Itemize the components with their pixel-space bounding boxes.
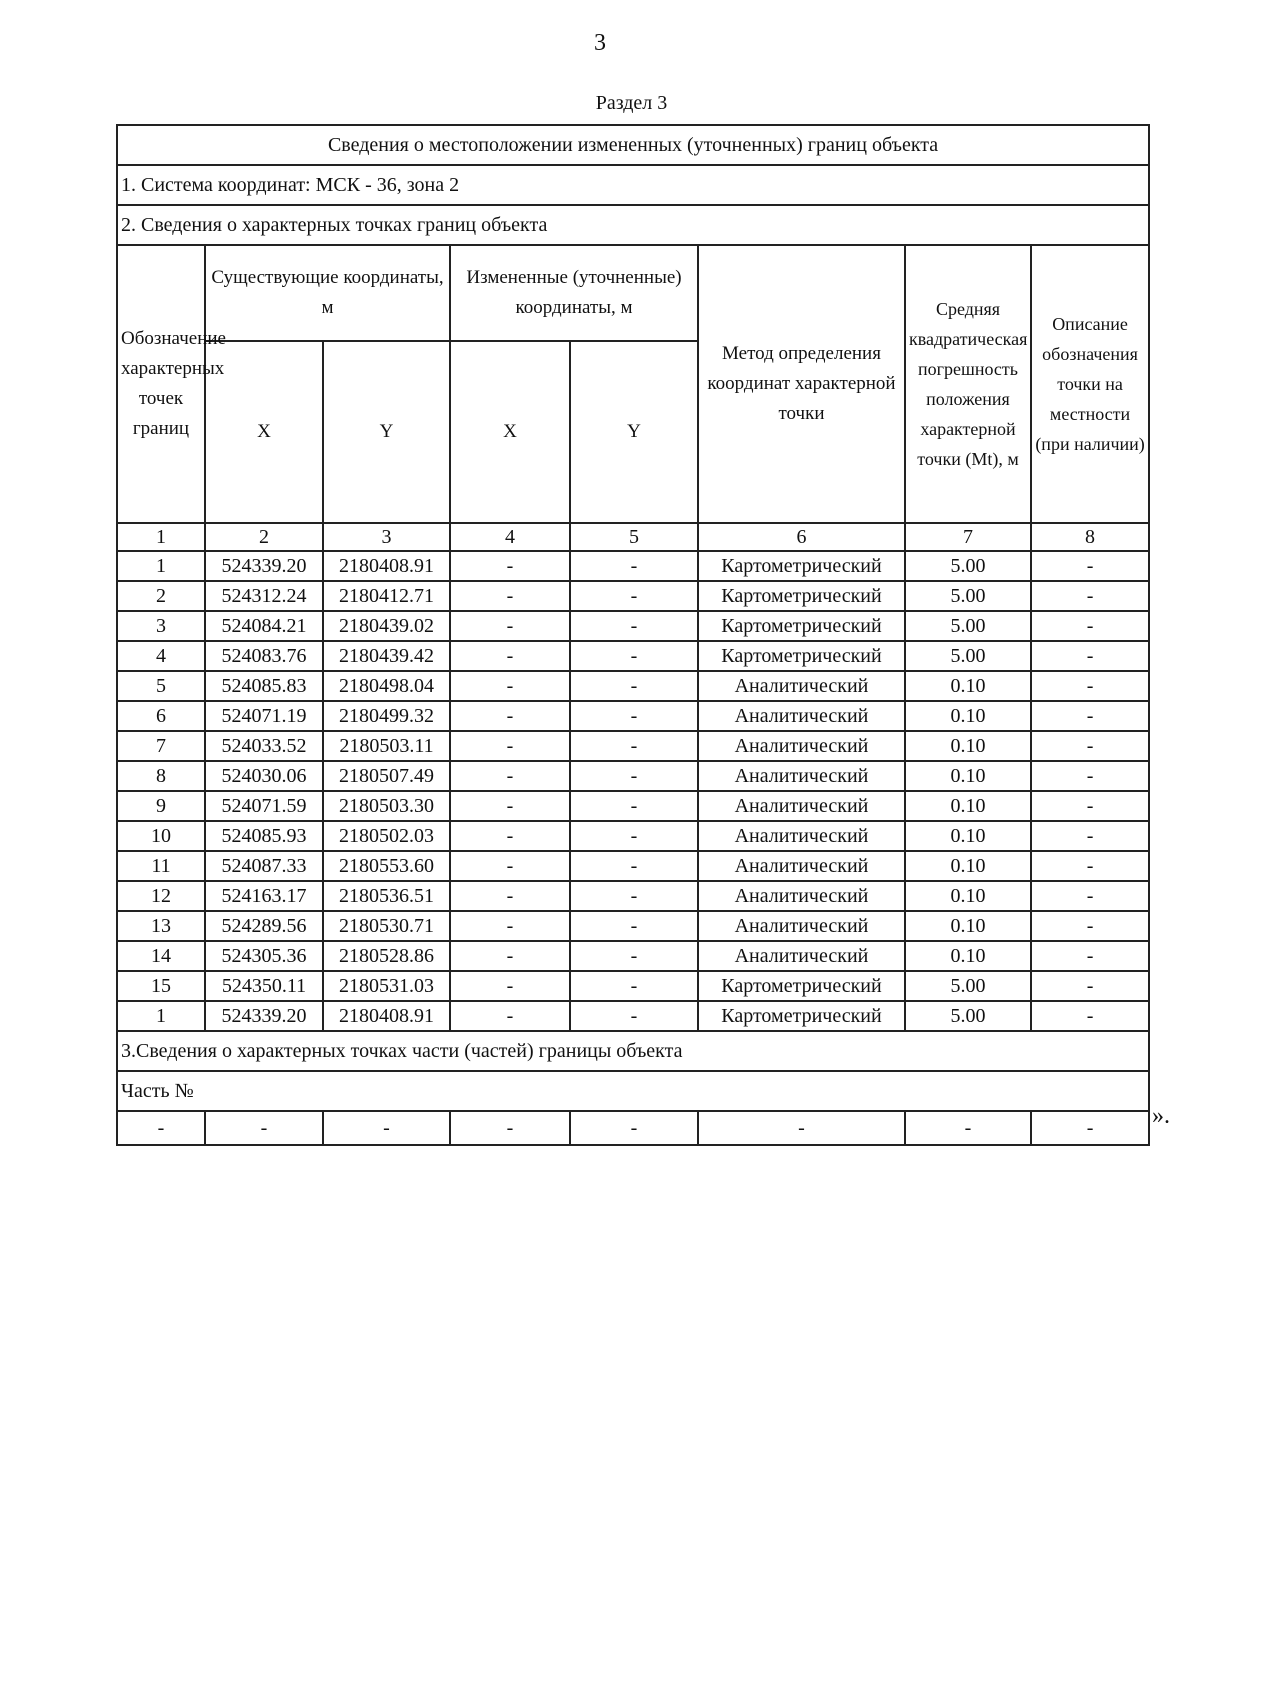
method-cell: Картометрический bbox=[698, 581, 905, 611]
parts-row bbox=[117, 1111, 1149, 1145]
mean-error-cell: 5.00 bbox=[905, 611, 1031, 641]
mean-error-cell: 0.10 bbox=[905, 671, 1031, 701]
table-row bbox=[117, 671, 1149, 701]
description-cell: - bbox=[1031, 821, 1149, 851]
header-existing-coordinates: Существующие координаты, м bbox=[205, 245, 450, 341]
existing-x-cell: 524339.20 bbox=[205, 551, 323, 581]
mean-error-cell: 0.10 bbox=[905, 821, 1031, 851]
description-cell: - bbox=[1031, 671, 1149, 701]
existing-y-cell: 2180502.03 bbox=[323, 821, 450, 851]
table-row bbox=[117, 731, 1149, 761]
existing-x-cell: 524312.24 bbox=[205, 581, 323, 611]
description-cell: - bbox=[1031, 641, 1149, 671]
method-cell: Картометрический bbox=[698, 971, 905, 1001]
mean-error-cell: 0.10 bbox=[905, 791, 1031, 821]
existing-x-cell: 524339.20 bbox=[205, 1001, 323, 1031]
description-cell: - bbox=[1031, 941, 1149, 971]
existing-y-cell: 2180531.03 bbox=[323, 971, 450, 1001]
header-description: Описание обозначения точки на местности (при наличии) bbox=[1031, 245, 1149, 523]
description-cell: - bbox=[1031, 791, 1149, 821]
mean-error-cell: 0.10 bbox=[905, 911, 1031, 941]
mean-error-cell: 0.10 bbox=[905, 731, 1031, 761]
page-number: 3 bbox=[594, 30, 606, 56]
mean-error-cell: 5.00 bbox=[905, 971, 1031, 1001]
method-cell: Аналитический bbox=[698, 911, 905, 941]
existing-y-cell: 2180499.32 bbox=[323, 701, 450, 731]
header-changed-y: Y bbox=[570, 341, 698, 523]
changed-y-cell: - bbox=[570, 701, 698, 731]
point-number-cell: 15 bbox=[117, 971, 205, 1001]
description-cell: - bbox=[1031, 881, 1149, 911]
column-number: 8 bbox=[1031, 523, 1149, 551]
changed-x-cell: - bbox=[450, 641, 570, 671]
existing-y-cell: 2180507.49 bbox=[323, 761, 450, 791]
changed-y-cell: - bbox=[570, 911, 698, 941]
point-number-cell: 4 bbox=[117, 641, 205, 671]
existing-y-cell: 2180498.04 bbox=[323, 671, 450, 701]
changed-y-cell: - bbox=[570, 941, 698, 971]
method-cell: Картометрический bbox=[698, 641, 905, 671]
changed-x-cell: - bbox=[450, 1001, 570, 1031]
column-numbers-row bbox=[117, 523, 1149, 551]
header-method: Метод определения координат характерной точки bbox=[698, 245, 905, 523]
description-cell: - bbox=[1031, 761, 1149, 791]
table-row bbox=[117, 701, 1149, 731]
changed-y-cell: - bbox=[570, 821, 698, 851]
mean-error-cell: 0.10 bbox=[905, 761, 1031, 791]
column-number: 4 bbox=[450, 523, 570, 551]
existing-y-cell: 2180530.71 bbox=[323, 911, 450, 941]
method-cell: Картометрический bbox=[698, 611, 905, 641]
point-number-cell: 13 bbox=[117, 911, 205, 941]
table-row bbox=[117, 911, 1149, 941]
table-row bbox=[117, 881, 1149, 911]
changed-y-cell: - bbox=[570, 641, 698, 671]
method-cell: Картометрический bbox=[698, 551, 905, 581]
column-number: 2 bbox=[205, 523, 323, 551]
changed-y-cell: - bbox=[570, 761, 698, 791]
existing-y-cell: 2180553.60 bbox=[323, 851, 450, 881]
point-number-cell: 9 bbox=[117, 791, 205, 821]
part-number-label: Часть № bbox=[117, 1071, 1149, 1111]
existing-x-cell: 524163.17 bbox=[205, 881, 323, 911]
existing-x-cell: 524087.33 bbox=[205, 851, 323, 881]
changed-x-cell: - bbox=[450, 731, 570, 761]
description-cell: - bbox=[1031, 611, 1149, 641]
method-cell: Аналитический bbox=[698, 731, 905, 761]
point-number-cell: 2 bbox=[117, 581, 205, 611]
column-number: 1 bbox=[117, 523, 205, 551]
point-number-cell: 5 bbox=[117, 671, 205, 701]
existing-x-cell: 524071.19 bbox=[205, 701, 323, 731]
point-number-cell: 10 bbox=[117, 821, 205, 851]
parts-cell: - bbox=[570, 1111, 698, 1145]
point-number-cell: 6 bbox=[117, 701, 205, 731]
table-row bbox=[117, 761, 1149, 791]
header-changed-x: X bbox=[450, 341, 570, 523]
existing-x-cell: 524305.36 bbox=[205, 941, 323, 971]
table-row bbox=[117, 851, 1149, 881]
header-changed-coordinates: Измененные (уточненные) координаты, м bbox=[450, 245, 698, 341]
changed-y-cell: - bbox=[570, 611, 698, 641]
description-cell: - bbox=[1031, 851, 1149, 881]
boundary-points-table bbox=[116, 124, 1150, 1146]
changed-y-cell: - bbox=[570, 581, 698, 611]
changed-x-cell: - bbox=[450, 911, 570, 941]
header-existing-y: Y bbox=[323, 341, 450, 523]
header-mean-error: Средняя квадратическая погрешность положения характерной точки (Mt), м bbox=[905, 245, 1031, 523]
changed-y-cell: - bbox=[570, 851, 698, 881]
coordinate-system: 1. Система координат: МСК - 36, зона 2 bbox=[117, 165, 1149, 205]
description-cell: - bbox=[1031, 731, 1149, 761]
table-row bbox=[117, 551, 1149, 581]
description-cell: - bbox=[1031, 971, 1149, 1001]
table-row bbox=[117, 611, 1149, 641]
column-number: 6 bbox=[698, 523, 905, 551]
parts-cell: - bbox=[117, 1111, 205, 1145]
point-number-cell: 8 bbox=[117, 761, 205, 791]
method-cell: Аналитический bbox=[698, 761, 905, 791]
table-row bbox=[117, 821, 1149, 851]
method-cell: Аналитический bbox=[698, 941, 905, 971]
table-row bbox=[117, 971, 1149, 1001]
table-row bbox=[117, 791, 1149, 821]
table-title: Сведения о местоположении измененных (уточненных) границ объекта bbox=[117, 125, 1149, 165]
method-cell: Картометрический bbox=[698, 1001, 905, 1031]
parts-section-header: 3.Сведения о характерных точках части (частей) границы объекта bbox=[117, 1031, 1149, 1071]
changed-x-cell: - bbox=[450, 851, 570, 881]
existing-y-cell: 2180503.11 bbox=[323, 731, 450, 761]
parts-cell: - bbox=[450, 1111, 570, 1145]
changed-x-cell: - bbox=[450, 881, 570, 911]
changed-x-cell: - bbox=[450, 761, 570, 791]
changed-x-cell: - bbox=[450, 971, 570, 1001]
table-row bbox=[117, 581, 1149, 611]
description-cell: - bbox=[1031, 1001, 1149, 1031]
method-cell: Аналитический bbox=[698, 881, 905, 911]
description-cell: - bbox=[1031, 911, 1149, 941]
existing-y-cell: 2180412.71 bbox=[323, 581, 450, 611]
changed-y-cell: - bbox=[570, 731, 698, 761]
changed-x-cell: - bbox=[450, 611, 570, 641]
column-number: 5 bbox=[570, 523, 698, 551]
existing-x-cell: 524071.59 bbox=[205, 791, 323, 821]
point-number-cell: 1 bbox=[117, 1001, 205, 1031]
changed-x-cell: - bbox=[450, 551, 570, 581]
existing-x-cell: 524030.06 bbox=[205, 761, 323, 791]
point-number-cell: 11 bbox=[117, 851, 205, 881]
existing-y-cell: 2180439.02 bbox=[323, 611, 450, 641]
parts-cell: - bbox=[205, 1111, 323, 1145]
point-number-cell: 7 bbox=[117, 731, 205, 761]
point-number-cell: 1 bbox=[117, 551, 205, 581]
changed-y-cell: - bbox=[570, 881, 698, 911]
table-row bbox=[117, 941, 1149, 971]
parts-cell: - bbox=[698, 1111, 905, 1145]
section-title: Раздел 3 bbox=[595, 92, 668, 114]
header-existing-x: X bbox=[205, 341, 323, 523]
changed-x-cell: - bbox=[450, 701, 570, 731]
point-number-cell: 3 bbox=[117, 611, 205, 641]
column-number: 7 bbox=[905, 523, 1031, 551]
existing-y-cell: 2180439.42 bbox=[323, 641, 450, 671]
description-cell: - bbox=[1031, 551, 1149, 581]
table-row bbox=[117, 641, 1149, 671]
point-number-cell: 12 bbox=[117, 881, 205, 911]
changed-y-cell: - bbox=[570, 971, 698, 1001]
existing-x-cell: 524084.21 bbox=[205, 611, 323, 641]
header-point-designation: Обозначение характерных точек границ bbox=[117, 245, 205, 523]
mean-error-cell: 5.00 bbox=[905, 581, 1031, 611]
changed-x-cell: - bbox=[450, 821, 570, 851]
changed-x-cell: - bbox=[450, 941, 570, 971]
description-cell: - bbox=[1031, 581, 1149, 611]
changed-y-cell: - bbox=[570, 551, 698, 581]
points-section-header: 2. Сведения о характерных точках границ объекта bbox=[117, 205, 1149, 245]
table-row bbox=[117, 1001, 1149, 1031]
changed-x-cell: - bbox=[450, 791, 570, 821]
existing-x-cell: 524085.83 bbox=[205, 671, 323, 701]
existing-y-cell: 2180528.86 bbox=[323, 941, 450, 971]
changed-y-cell: - bbox=[570, 1001, 698, 1031]
method-cell: Аналитический bbox=[698, 821, 905, 851]
method-cell: Аналитический bbox=[698, 701, 905, 731]
mean-error-cell: 0.10 bbox=[905, 941, 1031, 971]
method-cell: Аналитический bbox=[698, 671, 905, 701]
existing-x-cell: 524289.56 bbox=[205, 911, 323, 941]
mean-error-cell: 5.00 bbox=[905, 1001, 1031, 1031]
mean-error-cell: 0.10 bbox=[905, 701, 1031, 731]
mean-error-cell: 0.10 bbox=[905, 851, 1031, 881]
parts-cell: - bbox=[1031, 1111, 1149, 1145]
parts-cell: - bbox=[323, 1111, 450, 1145]
point-number-cell: 14 bbox=[117, 941, 205, 971]
changed-x-cell: - bbox=[450, 671, 570, 701]
changed-y-cell: - bbox=[570, 671, 698, 701]
method-cell: Аналитический bbox=[698, 851, 905, 881]
mean-error-cell: 5.00 bbox=[905, 551, 1031, 581]
changed-x-cell: - bbox=[450, 581, 570, 611]
changed-y-cell: - bbox=[570, 791, 698, 821]
existing-x-cell: 524083.76 bbox=[205, 641, 323, 671]
closing-quote-mark: ». bbox=[1152, 1103, 1170, 1129]
existing-x-cell: 524033.52 bbox=[205, 731, 323, 761]
existing-x-cell: 524085.93 bbox=[205, 821, 323, 851]
existing-x-cell: 524350.11 bbox=[205, 971, 323, 1001]
existing-y-cell: 2180408.91 bbox=[323, 551, 450, 581]
mean-error-cell: 5.00 bbox=[905, 641, 1031, 671]
parts-cell: - bbox=[905, 1111, 1031, 1145]
existing-y-cell: 2180408.91 bbox=[323, 1001, 450, 1031]
column-number: 3 bbox=[323, 523, 450, 551]
method-cell: Аналитический bbox=[698, 791, 905, 821]
existing-y-cell: 2180503.30 bbox=[323, 791, 450, 821]
existing-y-cell: 2180536.51 bbox=[323, 881, 450, 911]
description-cell: - bbox=[1031, 701, 1149, 731]
mean-error-cell: 0.10 bbox=[905, 881, 1031, 911]
